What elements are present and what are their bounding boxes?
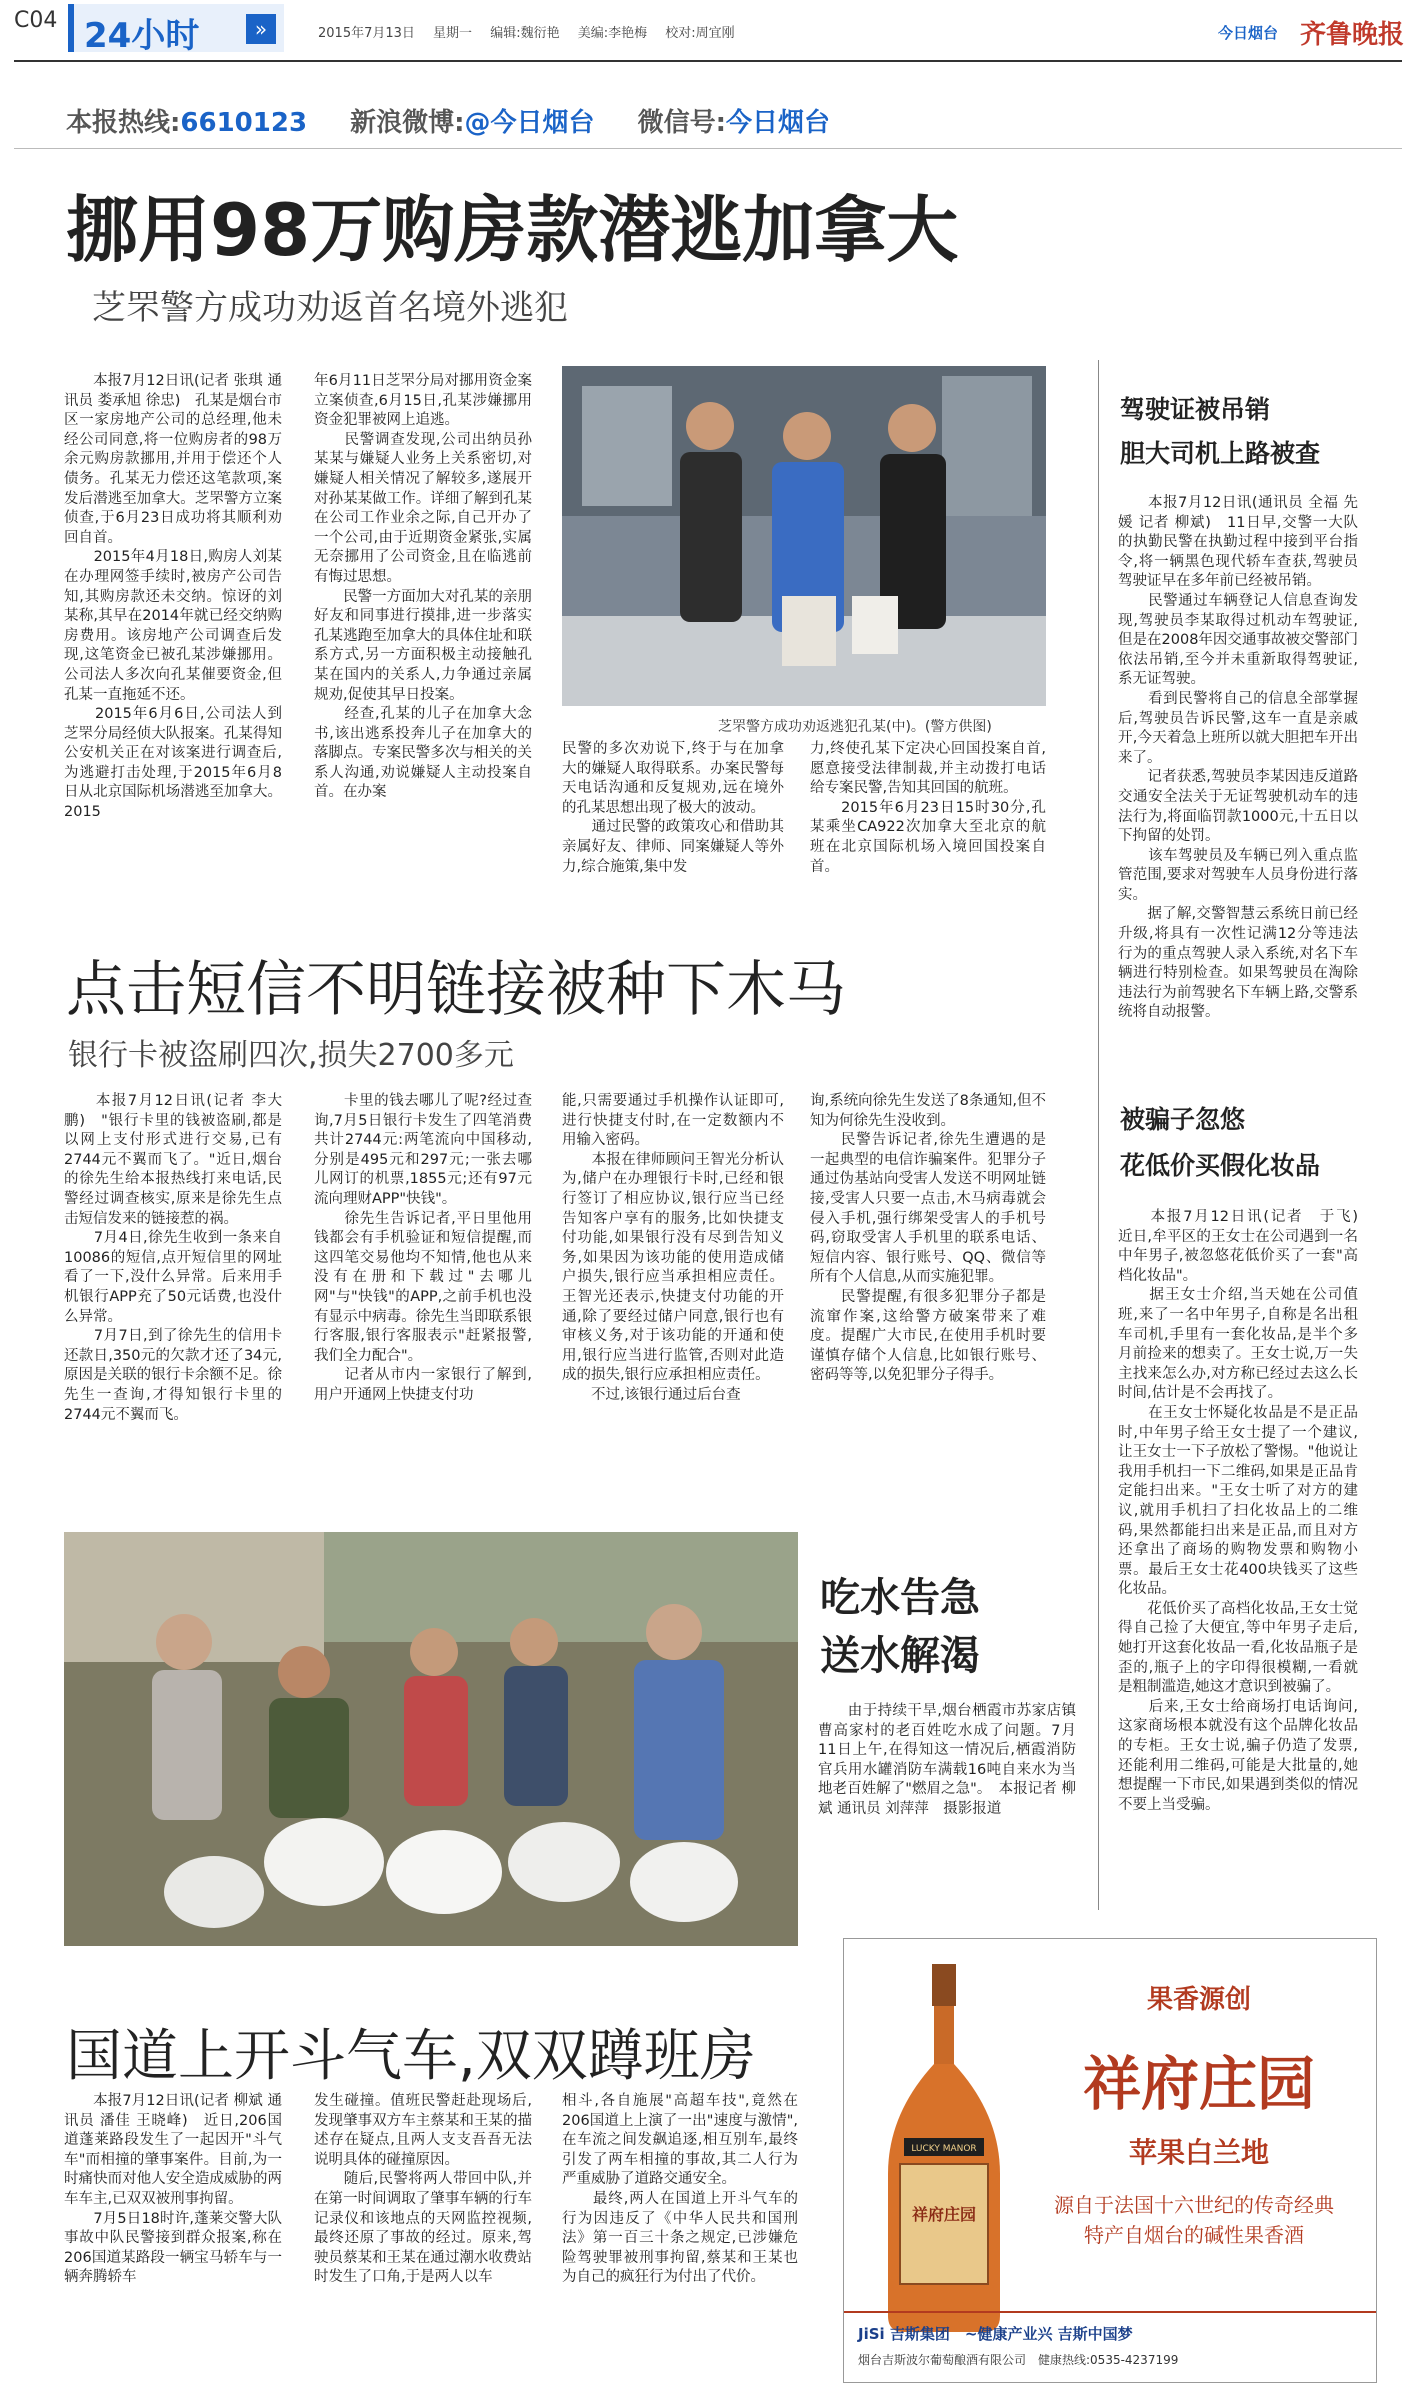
photo2-headline-line2: 送水解渴 xyxy=(820,1633,980,1679)
photo2-headline-line1: 吃水告急 xyxy=(820,1575,980,1621)
ad-footer: 烟台吉斯波尔葡萄酿酒有限公司 健康热线:0535-4237199 xyxy=(858,2353,1179,2367)
section-title: 24小时 xyxy=(84,16,200,56)
ad-slogan-1: 源自于法国十六世纪的传奇经典 xyxy=(1054,2193,1334,2217)
brand-sub: 今日烟台 xyxy=(1218,24,1279,42)
photo2-caption: 由于持续干旱,烟台栖霞市苏家店镇曹高家村的老百姓吃水成了问题。7月11日上午,在得知这一情况后,栖霞消防官兵用水罐消防车满载16吨自来水为当地老百姓解了"燃眉之急"。 本报记者 柳斌 通讯员 刘萍萍 摄影报道 xyxy=(818,1703,1076,1817)
sidebar1-headline-line2: 胆大司机上路被查 xyxy=(1120,439,1321,468)
ad-rule xyxy=(844,2311,1376,2313)
issue-date: 2015年7月13日 xyxy=(318,26,415,41)
chevron-right-icon: » xyxy=(246,14,276,44)
brandy-advertisement xyxy=(843,1938,1377,2383)
brandy-bottle-image xyxy=(874,1964,1014,2336)
weibo-label: 新浪微博: xyxy=(350,108,465,138)
page-number: C04 xyxy=(14,8,58,33)
hotline-bar xyxy=(66,102,864,139)
airport-photo-illustration xyxy=(562,366,1046,706)
sidebar2-headline-line1: 被骗子忽悠 xyxy=(1120,1105,1246,1134)
article3-column-2: 发生碰撞。值班民警赶赴现场后,发现肇事双方车主蔡某和王某的描述存在疑点,且两人支支吾吾无法说明具体的碰撞原因。 随后,民警将两人带回中队,并在第一时间调取了肇事车辆的行车记录仪和该地点的天网监控视频,最终还原了事故的经过。原来,驾驶员蔡某和王某在通过潮水收费站时发生了口角,于是两人以车 xyxy=(314,2093,532,2286)
ad-tagline: 果香源创 xyxy=(1146,1985,1251,2015)
article2-column-2: 卡里的钱去哪儿了呢?经过查询,7月5日银行卡发生了四笔消费共计2744元:两笔流向中国移动,分别是495元和297元;一张去哪儿网订的机票,1855元;还有97元流向理财APP"快钱"。 徐先生告诉记者,平日里他用钱都会有手机验证和短信提醒,而这四笔交易他均不知情,他也从来没有在册和下载过"去哪儿网"与"快钱"的APP,之前手机也没有显示中病毒。徐先生当即联系银行客服,银行客服表示"赶紧报警,我们全力配合"。 记者从市内一家银行了解到,用户开通网上快捷支付功 xyxy=(314,1093,532,1403)
hotline-label: 本报热线: xyxy=(66,108,181,138)
editor-credit: 编辑:魏衍艳 xyxy=(490,26,560,41)
article2-column-3: 能,只需要通过手机操作认证即可,进行快捷支付时,在一定数额内不用输入密码。 本报在律师顾问王智光分析认为,储户在办理银行卡时,已经和银行签订了相应协议,银行应当已经告知客户享有的服务,比如快捷支付功能,如果银行没有尽到告知义务,如果因为该功能的使用造成储户损失,银行应当承担相应责任。王智光还表示,快捷支付功能的开通,除了要经过储户同意,银行也有审核义务,对于该功能的开通和使用,银行应当进行监管,否则对此造成的损失,银行应承担相应责任。 不过,该银行通过后台查 xyxy=(562,1093,784,1403)
article1-subhead: 芝罘警方成功劝返首名境外逃犯 xyxy=(92,288,568,328)
sidebar1-headline-line1: 驾驶证被吊销 xyxy=(1120,395,1271,424)
weibo-handle: @今日烟台 xyxy=(464,108,595,138)
article3-headline: 国道上开斗气车,双双蹲班房 xyxy=(66,2024,756,2089)
article1-headline: 挪用98万购房款潜逃加拿大 xyxy=(66,188,959,272)
sidebar2-headline-line2: 花低价买假化妆品 xyxy=(1120,1151,1321,1180)
article2-column-4: 询,系统向徐先生发送了8条通知,但不知为何徐先生没收到。 民警告诉记者,徐先生遭遇的是一起典型的电信诈骗案件。犯罪分子通过伪基站向受害人发送不明网址链接,受害人只要一点击,木马病毒就会侵入手机,强行绑架受害人的手机号码,窃取受害人手机里的联系电话、短信内容、银行账号、QQ、微信等所有个人信息,从而实施犯罪。 民警提醒,有很多犯罪分子都是流窜作案,这给警方破案带来了难度。提醒广大市民,在使用手机时要谨慎存储个人信息,比如银行账号、密码等等,以免犯罪分子得手。 xyxy=(810,1093,1046,1384)
ad-company: JiSi 吉斯集团 ~健康产业兴 吉斯中国梦 xyxy=(858,2325,1133,2343)
article1-photo xyxy=(562,366,1046,706)
issue-meta xyxy=(318,22,749,41)
ad-slogan-2: 特产自烟台的碱性果香酒 xyxy=(1084,2223,1304,2247)
issue-weekday: 星期一 xyxy=(433,26,473,41)
proofreader-credit: 校对:周宜刚 xyxy=(665,26,735,41)
article2-column-1: 本报7月12日讯(记者 李大鹏) "银行卡里的钱被盗刷,都是以网上支付形式进行交易,已有2744元不翼而飞了。"近日,烟台的徐先生给本报热线打来电话,民警经过调查核实,原来是徐先生点击短信发来的链接惹的祸。 7月4日,徐先生收到一条来自10086的短信,点开短信里的网址看了一下,没什么异常。后来用手机银行APP充了50元话费,也没什么异常。 7月7日,到了徐先生的信用卡还款日,350元的欠款才还了34元,原因是关联的银行卡余额不足。徐先生一查询,才得知银行卡里的2744元不翼而飞。 xyxy=(64,1093,282,1423)
article3-column-3: 相斗,各自施展"高超车技",竟然在206国道上上演了一出"速度与激情",在车流之间发飙追逐,相互别车,最终引发了两车相撞的事故,其二人行为严重威胁了道路交通安全。 最终,两人在国道上开斗气车的行为因违反了《中华人民共和国刑法》第一百三十条之规定,已涉嫌危险驾驶罪被刑事拘留,蔡某和王某也为自己的疯狂行为付出了代价。 xyxy=(562,2093,798,2286)
article2-headline: 点击短信不明链接被种下木马 xyxy=(66,955,846,1025)
article1-column-4: 力,终使孔某下定决心回国投案自首,愿意接受法律制裁,并主动拨打电话给专案民警,告知其回国的航班。 2015年6月23日15时30分,孔某乘坐CA922次加拿大至北京的航班在北京国际机场入境回国投案自首。 xyxy=(810,741,1046,875)
designer-credit: 美编:李艳梅 xyxy=(577,26,648,41)
article2-subhead: 银行卡被盗刷四次,损失2700多元 xyxy=(68,1038,514,1073)
article3-column-1: 本报7月12日讯(记者 柳斌 通讯员 潘佳 王晓峰) 近日,206国道蓬莱路段发生了一起因开"斗气车"而相撞的肇事案件。目前,为一时痛快而对他人安全造成威胁的两车车主,已双双被刑事拘留。 7月5日18时许,蓬莱交警大队事故中队民警接到群众报案,称在206国道某路段一辆宝马轿车与一辆奔腾轿车 xyxy=(64,2093,282,2286)
ad-product: 苹果白兰地 xyxy=(1128,2136,1269,2169)
article1-column-1: 本报7月12日讯(记者 张琪 通讯员 娄承旭 徐忠) 孔某是烟台市区一家房地产公司的总经理,他未经公司同意,将一位购房者的98万余元购房款挪用,并用于偿还个人债务。孔某无力偿还这笔款项,案发后潜逃至加拿大。芝罘警方立案侦查,于6月23日成功将其顺利劝回自首。 2015年4月18日,购房人刘某在办理网签手续时,被房产公司告知,其购房款还未交纳。惊讶的刘某称,其早在2014年就已经交纳购房费用。该房地产公司调查后发现,这笔资金已被孔某涉嫌挪用。公司法人多次向孔某催要资金,但孔某一直拖延不还。 2015年6月6日,公司法人到芝罘分局经侦大队报案。孔某得知公安机关正在对该案进行调查后,为逃避打击处理,于2015年6月8日从北京国际机场潜逃至加拿大。2015 xyxy=(64,373,282,821)
hotline-number: 6610123 xyxy=(180,108,308,138)
article1-column-3: 民警的多次劝说下,终于与在加拿大的嫌疑人取得联系。办案民警每天电话沟通和反复规劝,远在境外的孔某思想出现了极大的波动。 通过民警的政策攻心和借助其亲属好友、律师、同案嫌疑人等外力,综合施策,集中发 xyxy=(562,741,784,875)
newspaper-logo: 齐鲁晚报 xyxy=(1300,20,1405,50)
article1-photo-caption: 芝罘警方成功劝返逃犯孔某(中)。(警方供图) xyxy=(718,719,992,735)
bottle-illustration xyxy=(874,1964,1014,2336)
wechat-id: 今日烟台 xyxy=(726,108,831,138)
sidebar1-body: 本报7月12日讯(通讯员 全福 先媛 记者 柳斌) 11日早,交警一大队的执勤民警在执勤过程中接到平台指令,将一辆黑色现代轿车查获,驾驶员驾驶证早在多年前已经被吊销。 民警通过车辆登记人信息查询发现,驾驶员李某取得过机动车驾驶证,但是在2008年因交通事故被交警部门依法吊销,至今并未重新取得驾驶证,系无证驾驶。 看到民警将自己的信息全部掌握后,驾驶员告诉民警,这车一直是亲戚开,今天着急上班所以就大胆把车开出来了。 记者获悉,驾驶员李某因违反道路交通安全法关于无证驾驶机动车的违法行为,将面临罚款1000元,十五日以下拘留的处罚。 该车驾驶员及车辆已列入重点监管范围,要求对驾驶车人员身份进行落实。 据了解,交警智慧云系统日前已经升级,将具有一次性记满12分等违法行为的重点驾驶人录入系统,对名下车辆进行特别检查。如果驾驶员在淘除违法行为前驾驶名下车辆上路,交警系统将自动报警。 xyxy=(1118,495,1358,1021)
bottle-label-text: LUCKY MANOR xyxy=(911,2144,977,2154)
wechat-label: 微信号: xyxy=(637,108,726,138)
water-delivery-illustration xyxy=(64,1532,798,1946)
column-divider xyxy=(1098,360,1099,1910)
sidebar2-body: 本报7月12日讯(记者 于飞) 近日,牟平区的王女士在公司遇到一名中年男子,被忽悠花低价买了一套"高档化妆品"。 据王女士介绍,当天她在公司值班,来了一名中年男子,自称是名出租车司机,手里有一套化妆品,是半个多月前捡来的想卖了。王女士说,万一失主找来怎么办,对方称已经过去这么长时间,估计是不会再找了。 在王女士怀疑化妆品是不是正品时,中年男子给王女士提了一个建议,让王女士一下子放松了警惕。"他说让我用手机扫一下二维码,如果是正品肯定能扫出来。"王女士听了对方的建议,就用手机扫了扫化妆品上的二维码,果然都能扫出来是正品,而且对方还拿出了商场的购物发票和购物小票。最后王女士花400块钱买了这些化妆品。 花低价买了高档化妆品,王女士觉得自己捡了大便宜,等中年男子走后,她打开这套化妆品一看,化妆品瓶子是歪的,瓶子上的字印得很模糊,一看就是粗制滥造,她这才意识到被骗了。 后来,王女士给商场打电话询问,这家商场根本就没有这个品牌化妆品的专柜。王女士说,骗子仍造了发票,还能利用二维码,可能是大批量的,她想提醒一下市民,如果遇到类似的情况不要上当受骗。 xyxy=(1118,1209,1358,1813)
hotline-rule xyxy=(14,148,1402,149)
header-rule xyxy=(14,60,1402,62)
ad-brand-name: 祥府庄园 xyxy=(1082,2050,1315,2118)
water-delivery-photo xyxy=(64,1532,798,1946)
article1-column-2: 年6月11日芝罘分局对挪用资金案立案侦查,6月15日,孔某涉嫌挪用资金犯罪被网上追逃。 民警调查发现,公司出纳员孙某某与嫌疑人业务上关系密切,对嫌疑人相关情况了解较多,遂展开对孙某某做工作。详细了解到孔某在公司工作业余之际,自己开办了一个公司,由于近期资金紧张,实属无奈挪用了公司资金,且在临逃前有悔过思想。 民警一方面加大对孔某的亲朋好友和同事进行摸排,进一步落实孔某逃跑至加拿大的具体住址和联系方式,另一方面积极主动接触孔某在国内的关系人,力争通过亲属规劝,促使其早日投案。 经查,孔某的儿子在加拿大念书,该出逃系投奔儿子在加拿大的落脚点。专案民警多次与相关的关系人沟通,劝说嫌疑人主动投案自首。在办案 xyxy=(314,373,532,801)
bottle-brand-text: 祥府庄园 xyxy=(911,2205,977,2224)
